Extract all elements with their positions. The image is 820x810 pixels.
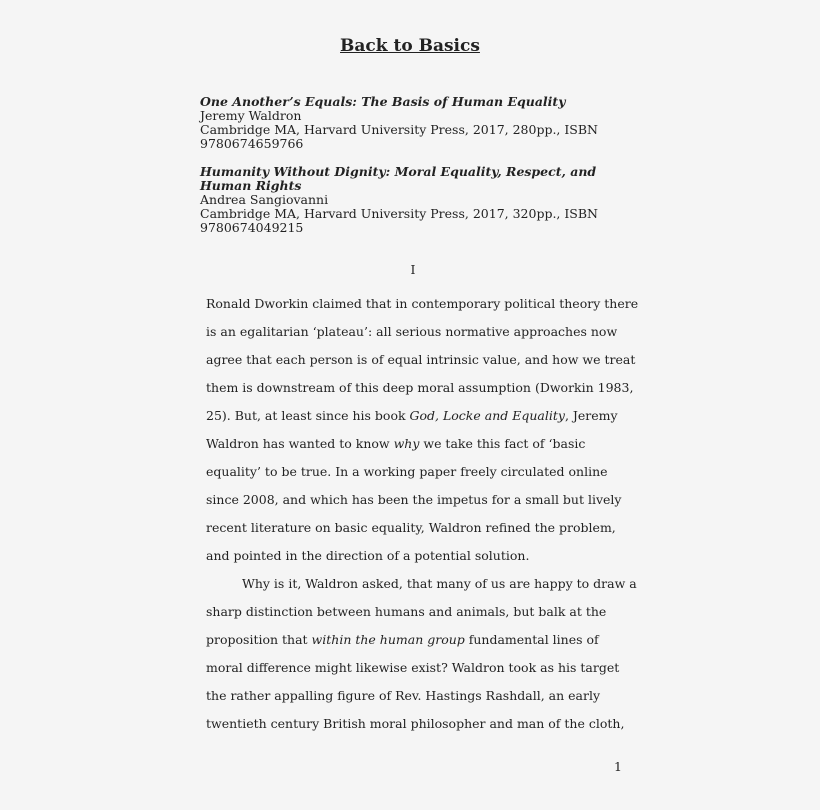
text-line: Ronald Dworkin claimed that in contemporary political theory there — [206, 296, 639, 311]
book-title: Humanity Without Dignity: Moral Equality, Respect, and — [200, 164, 597, 179]
text-line: them is downstream of this deep moral assumption (Dworkin 1983, — [206, 380, 634, 395]
book-isbn: 9780674049215 — [200, 220, 304, 235]
book-publisher: Cambridge MA, Harvard University Press, 2017, 280pp., ISBN — [200, 122, 598, 137]
emphasis: within the human group — [311, 632, 465, 647]
book-title-citation: God, Locke and Equality — [409, 408, 565, 423]
text-line: twentieth century British moral philosopher and man of the cloth, — [206, 716, 625, 731]
text-line: Why is it, Waldron asked, that many of us are happy to draw a — [242, 576, 637, 591]
text-run: proposition that — [206, 632, 312, 647]
reviewed-books — [200, 95, 610, 249]
text-run: 25). But, at least since his book — [206, 408, 410, 423]
book-reference — [200, 95, 610, 151]
body-text — [206, 290, 639, 738]
text-line — [206, 430, 626, 458]
book-author: Andrea Sangiovanni — [200, 192, 329, 207]
text-line: moral difference might likewise exist? Waldron took as his target — [206, 660, 620, 675]
emphasis: why — [393, 436, 420, 451]
text-run: Waldron has wanted to know — [206, 436, 394, 451]
section-number: I — [410, 262, 416, 277]
text-line: and pointed in the direction of a potential solution. — [206, 548, 530, 563]
text-line: sharp distinction between humans and animals, but balk at the — [206, 604, 607, 619]
text-run: fundamental lines of — [464, 632, 599, 647]
book-title: One Another’s Equals: The Basis of Human Equality — [200, 94, 566, 109]
text-line: agree that each person is of equal intrinsic value, and how we treat — [206, 352, 636, 367]
book-isbn: 9780674659766 — [200, 136, 304, 151]
text-line — [206, 402, 626, 430]
text-line: is an egalitarian ‘plateau’: all serious normative approaches now — [206, 324, 618, 339]
text-line: equality’ to be true. In a working paper freely circulated online — [206, 464, 608, 479]
text-run: , Jeremy — [564, 408, 618, 423]
text-line: since 2008, and which has been the impetus for a small but lively — [206, 492, 622, 507]
document-title: Back to Basics — [340, 36, 480, 56]
text-line: the rather appalling figure of Rev. Hastings Rashdall, an early — [206, 688, 601, 703]
text-line — [206, 626, 626, 654]
book-publisher: Cambridge MA, Harvard University Press, 2017, 320pp., ISBN — [200, 206, 598, 221]
text-run: we take this fact of ‘basic — [419, 436, 586, 451]
book-title-continued: Human Rights — [200, 178, 302, 193]
text-line: recent literature on basic equality, Waldron refined the problem, — [206, 520, 616, 535]
book-reference — [200, 165, 610, 235]
book-author: Jeremy Waldron — [200, 108, 302, 123]
page-number: 1 — [614, 759, 622, 774]
